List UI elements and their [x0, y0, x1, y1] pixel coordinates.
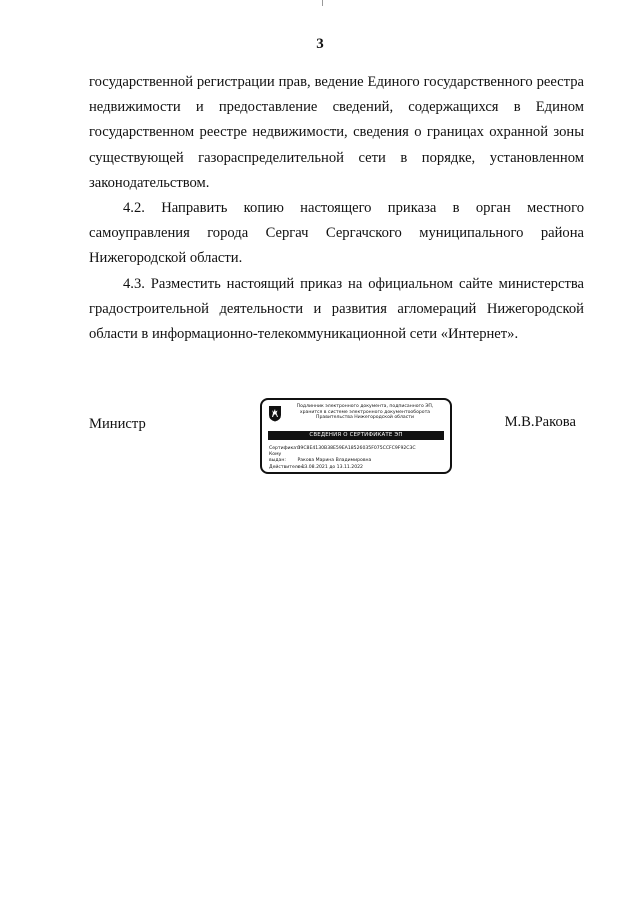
- stamp-notice-line: Правительства Нижегородской области: [316, 415, 414, 421]
- signature-block: [0, 398, 640, 478]
- paragraph-end: [89, 322, 584, 347]
- text-line: Нижегородской области.: [89, 250, 243, 267]
- page-number: 3: [316, 36, 324, 52]
- text-line: законодательством.: [89, 174, 210, 191]
- signer-name: М.В.Ракова: [504, 414, 576, 430]
- text-line: государственном реестре недвижимости, сведения о границах охранной зоны: [89, 124, 584, 141]
- field-label: Кому выдан:: [269, 452, 286, 464]
- text-line: 4.3. Разместить настоящий приказ на официальном сайте министерства: [123, 275, 584, 292]
- validity-field: [269, 465, 416, 471]
- text-line: самоуправления города Сергач Сергачского муниципального района: [89, 225, 584, 242]
- paragraph-item-4-3: [89, 272, 584, 322]
- stamp-fields: [269, 446, 416, 471]
- document-body: [89, 70, 584, 347]
- stamp-notice: [284, 404, 446, 421]
- field-label: Сертификат:: [269, 446, 301, 451]
- text-line: существующей газораспределительной сети в порядке, установленном: [89, 149, 584, 166]
- paragraph-continuation: [89, 70, 584, 171]
- stamp-band-title: СВЕДЕНИЯ О СЕРТИФИКАТЕ ЭП: [268, 431, 444, 440]
- field-value: с 13.08.2021 до 13.11.2022: [297, 464, 363, 470]
- field-value: Ракова Марина Владимировна: [297, 458, 372, 464]
- paragraph-item-4-2: [89, 196, 584, 246]
- stamp-notice-line: хранится в системе электронного документооборота: [299, 409, 431, 415]
- paragraph-end: [89, 171, 584, 196]
- electronic-signature-stamp: [260, 398, 452, 474]
- deer-emblem-icon: [268, 405, 282, 422]
- stamp-notice-line: Подлинник электронного документа, подписанного ЭП,: [296, 404, 434, 409]
- field-label: Действителен:: [269, 464, 306, 470]
- text-line: 4.2. Направить копию настоящего приказа в орган местного: [123, 200, 584, 217]
- text-line: области в информационно-телекоммуникационной сети «Интернет».: [89, 326, 519, 343]
- text-line: недвижимости и предоставление сведений, содержащихся в Едином: [89, 99, 584, 116]
- issued-to-field: [269, 452, 416, 464]
- field-value: 39C8E4130B38E59EA18526035F075CCFC9F92C3C: [297, 446, 416, 451]
- signer-role: Министр: [89, 416, 146, 432]
- top-edge-tick: [322, 0, 323, 6]
- text-line: градостроительной деятельности и развития агломераций Нижегородской: [89, 300, 584, 317]
- text-line: государственной регистрации прав, ведение Единого государственного реестра: [89, 74, 584, 90]
- paragraph-end: [89, 246, 584, 271]
